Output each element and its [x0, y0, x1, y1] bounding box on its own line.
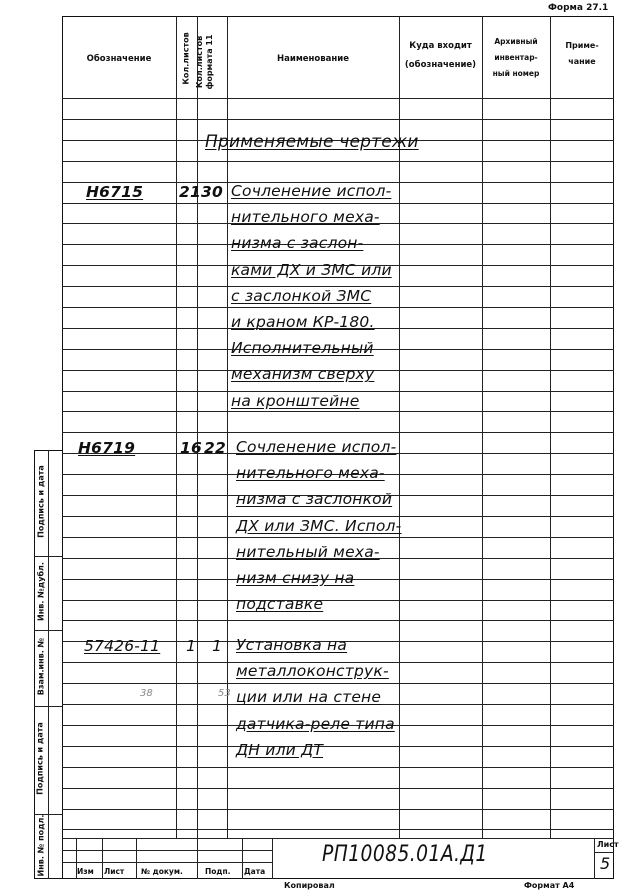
- row-line: [62, 161, 614, 162]
- row-line: [62, 432, 614, 433]
- row-line: [62, 683, 614, 684]
- description-line: ДХ или ЗМС. Испол-: [236, 516, 402, 535]
- entry-3-code: 57426-11: [84, 637, 161, 655]
- row-line: [62, 788, 614, 789]
- stamp-doc-no: № докум.: [141, 867, 183, 876]
- stamp-sheet-label: Лист: [597, 840, 619, 849]
- description-line: низма с заслонкой: [236, 490, 393, 509]
- description-line: низм снизу на: [236, 569, 355, 587]
- stamp-podp: Подп.: [205, 867, 231, 876]
- description-line: ками ДХ и ЗМС или: [231, 260, 392, 279]
- side-sign-date-top: Подпись и дата: [36, 465, 46, 538]
- description-line: нительного меха-: [231, 208, 380, 227]
- description-line: нительного меха-: [236, 464, 385, 483]
- stamp-list: Лист: [104, 867, 125, 876]
- header-designation: Обозначение: [86, 54, 152, 64]
- description-line: металлоконструк-: [236, 662, 389, 681]
- entry-3-pencil-note-left: 38: [140, 688, 153, 699]
- description-line: на кронштейне: [231, 391, 360, 410]
- description-line: с заслонкой ЗМС: [231, 286, 372, 305]
- side-sign-date-bottom: Подпись и дата: [35, 722, 45, 795]
- description-line: Сочленение испол-: [236, 438, 397, 456]
- row-line: [62, 203, 614, 204]
- row-line: [62, 809, 614, 810]
- entry-2-code: Н6719: [78, 439, 136, 457]
- row-line: [62, 620, 614, 621]
- row-line: [62, 119, 614, 120]
- entry-2-sheets: 16: [180, 439, 202, 457]
- row-line: [62, 829, 614, 830]
- row-line: [62, 307, 614, 308]
- side-inv-podl: Инв. № подл.: [36, 814, 46, 877]
- side-inv-dubl: Инв. №дубл.: [36, 562, 46, 621]
- entry-2-a11: 22: [204, 439, 226, 457]
- stamp-sheet-number: 5: [600, 854, 611, 873]
- header-archive: Архивный инвентар- ный номер: [492, 37, 540, 78]
- entry-1-a11: 30: [201, 183, 223, 201]
- stamp-data: Дата: [244, 867, 266, 876]
- side-vzam-inv: Взам.инв. №: [36, 637, 46, 696]
- header-sheet-count: Кол.листов: [181, 32, 191, 85]
- entry-3-sheets: 1: [186, 637, 197, 655]
- row-line: [62, 746, 614, 747]
- description-line: подставке: [236, 595, 324, 614]
- description-line: Установка на: [236, 636, 348, 654]
- description-line: Исполнительный: [231, 339, 374, 358]
- header-note: Приме- чание: [565, 41, 599, 67]
- description-line: механизм сверху: [231, 365, 375, 384]
- form-label: Форма 27.1: [548, 3, 609, 13]
- row-line: [62, 600, 614, 601]
- header-a11-count: Кол.листов формата 11: [195, 34, 214, 90]
- stamp-izm: Изм: [77, 867, 94, 876]
- entry-3-pencil-note-right: 53: [218, 688, 231, 699]
- entry-3-a11: 1: [212, 637, 223, 655]
- row-line: [62, 411, 614, 412]
- description-line: нительный меха-: [236, 542, 380, 561]
- row-line: [62, 767, 614, 768]
- description-line: датчика-реле типа: [236, 714, 395, 733]
- entry-1-sheets: 21: [179, 183, 201, 201]
- description-line: и краном КР-180.: [231, 313, 375, 331]
- row-line: [62, 537, 614, 538]
- footer-format: Формат А4: [524, 881, 575, 890]
- header-where-used: Куда входит (обозначение): [404, 41, 477, 71]
- description-line: ции или на стене: [236, 688, 382, 707]
- description-line: ДН или ДТ: [236, 740, 324, 759]
- footer-copied: Копировал: [284, 881, 335, 890]
- stamp-designation: РП10085.01А.Д1: [322, 842, 488, 867]
- entry-1-code: Н6715: [86, 183, 144, 201]
- description-line: Сочленение испол-: [231, 182, 392, 200]
- section-title: Применяемые чертежи: [205, 132, 419, 152]
- header-name: Наименование: [277, 54, 349, 64]
- description-line: низма с заслон-: [231, 234, 364, 253]
